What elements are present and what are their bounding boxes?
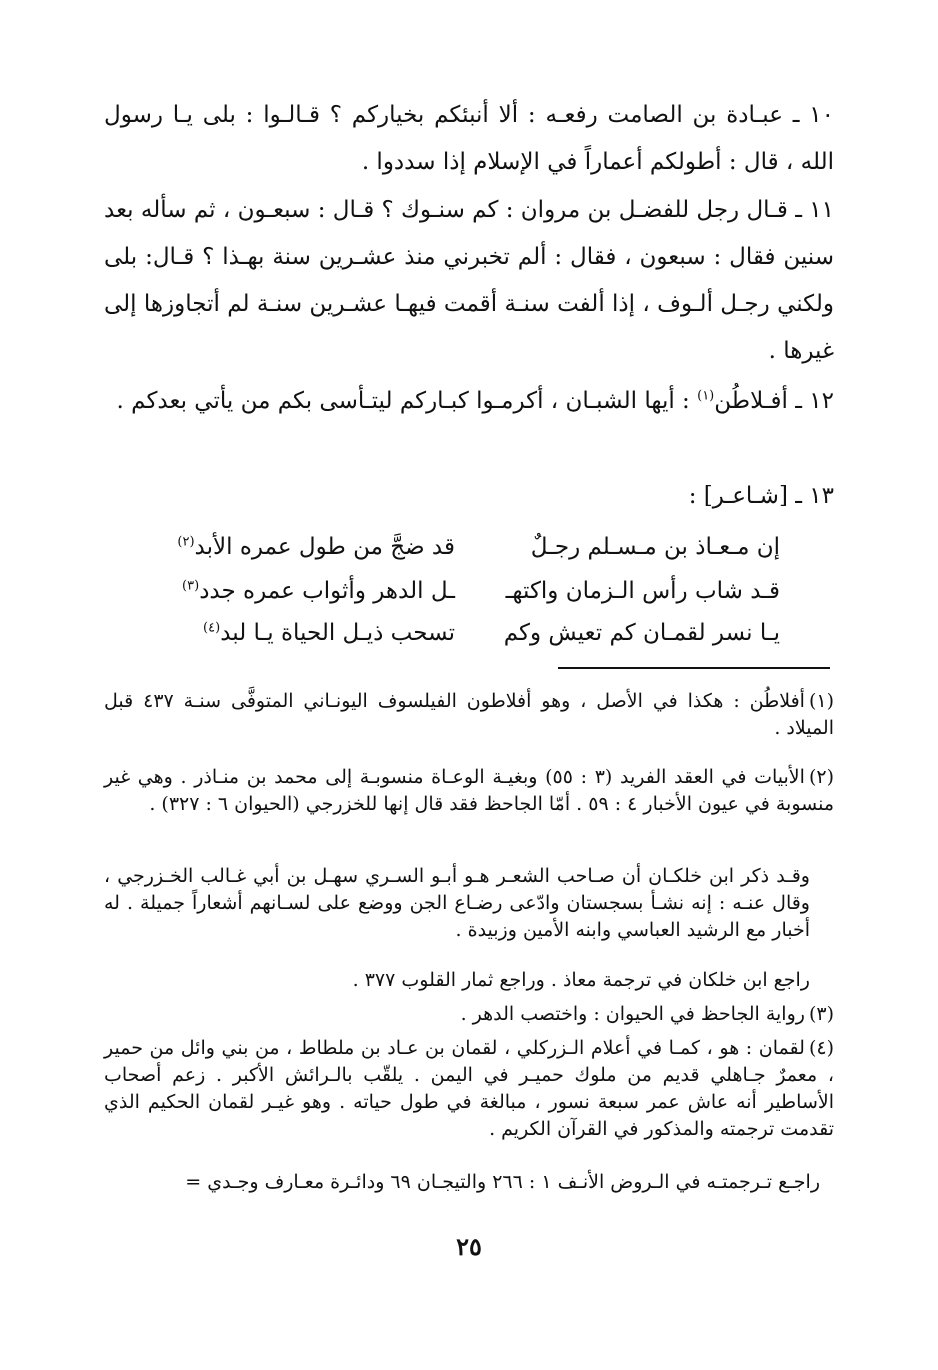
footnote-1-number: (١)	[808, 690, 834, 712]
paragraph-12-start: ١٢ ـ أفـلاطُن	[714, 388, 834, 414]
footnote-2-text: الأبيات في العقد الفريد (٣ : ٥٥) وبغيـة الوعـاة منسوبـة إلى محمد بن منـاذر . وهي غير منسوبة في عيون الأخبار ٤ : ٥٩ . أمّا الجاحظ فقد قال إنها للخزرجي (الحيوان ٦ : ٣٢٧) .	[104, 766, 834, 815]
footnote-4-reference: راجـع تـرجمتـه في الـروض الأنـف ١ : ٢٦٦ والتيجـان ٦٩ ودائـرة معـارف وجـدي =	[185, 1171, 820, 1193]
poem-line-2-first-hemistich: قـد شاب رأس الـزمان واكتهـ	[505, 578, 780, 604]
footnote-3-text: رواية الجاحظ في الحيوان : واختصب الدهر .	[460, 1003, 805, 1025]
poem-line-1-second-hemistich	[177, 527, 455, 567]
poem-line-3-first-hemistich: يـا نسر لقمـان كم تعيش وكم	[503, 620, 780, 646]
poem-line-1-first-hemistich: إن مـعـاذ بن مـسـلم رجـلٌ	[530, 534, 780, 560]
page-number: ٢٥	[456, 1232, 482, 1261]
footnote-3-number: (٣)	[808, 1003, 834, 1025]
footnote-1	[104, 688, 834, 742]
paragraph-12	[104, 378, 834, 425]
footnote-separator	[558, 667, 830, 669]
poem-line-3-second-text: تسحب ذيـل الحياة يـا لبد	[220, 620, 455, 646]
footnote-4	[104, 1035, 834, 1143]
paragraph-10: ١٠ ـ عبـادة بن الصامت رفعـه : ألا أنبئكم بخياركم ؟ قـالـوا : بلى يـا رسول الله ، قال : أطولكم أعماراً في الإسلام إذا سددوا .	[104, 102, 834, 175]
footnote-3	[104, 1001, 834, 1028]
poem-line-2-second-text: ـل الدهر وأثواب عمره جدد	[199, 578, 455, 604]
footnote-2-continuation: وقـد ذكر ابن خلكـان أن صـاحب الشعـر هـو أبـو السـري سهـل بن أبي غـالب الخـزرجي ، وقال عنـه : إنه نشـأ بسجستان وادّعى رضـاع الجن ووضع على لسـانهم أشعاراً جميلة . له أخبار مع الرشيد العباسي وابنه الأمين وزبيدة .	[104, 865, 810, 941]
paragraph-13-heading: ١٣ ـ [شـاعـر] :	[688, 483, 834, 509]
footnote-2-number: (٢)	[808, 766, 834, 788]
poem-line-1-second-text: قد ضجَّ من طول عمره الأبد	[194, 534, 455, 560]
footnote-ref-1[interactable]: (١)	[697, 388, 715, 404]
footnote-4-number: (٤)	[808, 1037, 834, 1059]
footnote-2	[104, 764, 834, 818]
paragraph-12-end: : أيها الشبـان ، أكرمـوا كبـاركم ليتـأسى بكم من يأتي بعدكم .	[116, 388, 698, 414]
footnote-ref-3[interactable]: (٣)	[182, 578, 200, 594]
poem-line-2-second-hemistich	[182, 571, 455, 611]
footnote-ref-2[interactable]: (٢)	[177, 534, 195, 550]
footnote-4-text: لقمان : هو ، كمـا في أعلام الـزركلي ، لقمان بن عـاد بن ملطاط ، من بني وائل من حمير ، معمرٌ جـاهلي قديم من ملوك حميـر في اليمن . يلقّب بالـرائش الأكبر . زعم أصحاب الأساطير أنه عاش عمر سبعة نسور ، مبالغة في طول حياته . وهو غيـر لقمان الحكيم الذي تقدمت ترجمته والمذكور في القرآن الكريم .	[104, 1037, 834, 1140]
paragraph-11: ١١ ـ قـال رجل للفضـل بن مروان : كم سنـوك ؟ قـال : سبعـون ، ثم سأله بعد سنين فقال : سبعون ، فقال : ألم تخبرني منذ عشـرين سنة بهـذا ؟ قـال: بلى ولكني رجـل ألـوف ، إذا ألفت سنـة أقمت فيهـا عشـرين سنـة لم أتجاوزها إلى غيرها .	[104, 197, 834, 364]
footnote-ref-4[interactable]: (٤)	[203, 620, 221, 636]
footnote-1-text: أفلاطُن : هكذا في الأصل ، وهو أفلاطون الفيلسوف اليونـاني المتوفَّى سنـة ٤٣٧ قبل الميلاد .	[104, 690, 834, 739]
poem-line-3-second-hemistich	[203, 613, 455, 653]
footnote-2-reference: راجع ابن خلكان في ترجمة معاذ . وراجع ثمار القلوب ٣٧٧ .	[352, 969, 810, 991]
